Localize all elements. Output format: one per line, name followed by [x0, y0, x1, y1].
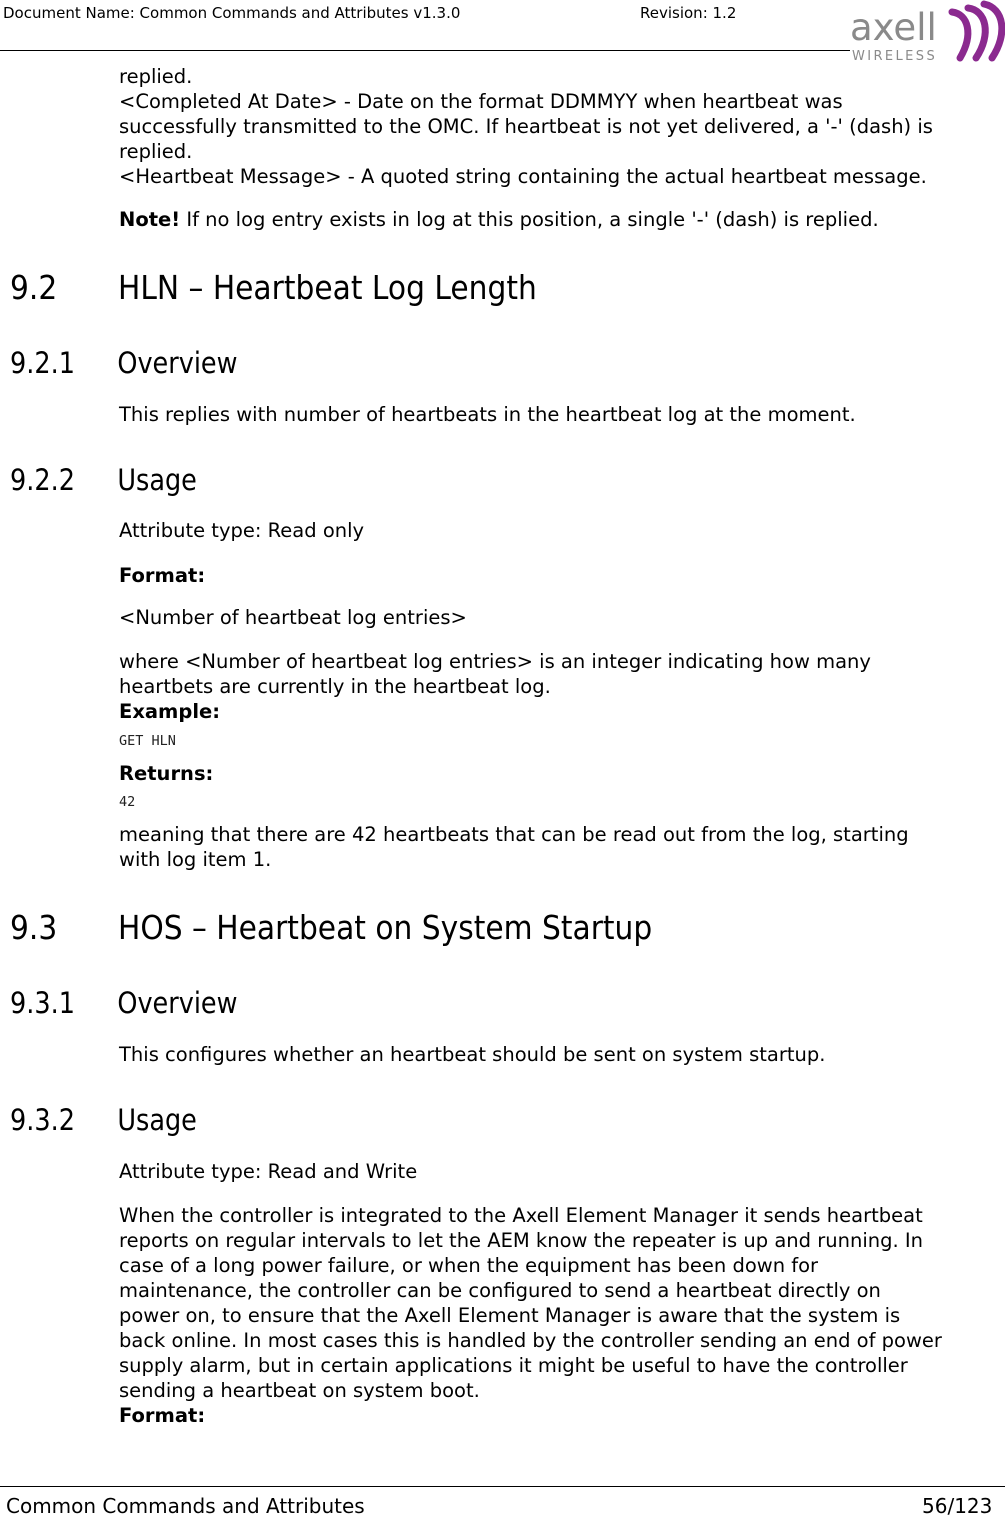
subsection-number: 9.3.2 — [10, 1103, 75, 1137]
note-text: If no log entry exists in log at this position, a single '-' (dash) is replied. — [180, 208, 879, 231]
revision: Revision: 1.2 — [640, 4, 737, 22]
attribute-type — [119, 518, 1003, 543]
where-text — [119, 649, 1003, 724]
subsection-number: 9.2.1 — [10, 346, 75, 380]
subsection-title: Usage — [117, 1103, 197, 1137]
intro-line: successfully transmitted to the OMC. If heartbeat is not yet delivered, a '-' (dash) is — [119, 115, 933, 138]
footer-title: Common Commands and Attributes — [6, 1494, 365, 1518]
paragraph: Attribute type: Read and Write — [119, 1160, 418, 1183]
subsection-number: 9.2.2 — [10, 463, 75, 497]
paragraph-line: supply alarm, but in certain applications it might be useful to have the controller — [119, 1354, 908, 1377]
note — [119, 207, 1003, 232]
intro-line: <Heartbeat Message> - A quoted string containing the actual heartbeat message. — [119, 165, 927, 188]
paragraph-line: maintenance, the controller can be configured to send a heartbeat directly on — [119, 1279, 881, 1302]
paragraph-line: where <Number of heartbeat log entries> is an integer indicating how many — [119, 650, 871, 673]
note-label: Note! — [119, 208, 181, 231]
returns-label — [119, 761, 1003, 786]
logo-wordmark: axell — [850, 6, 937, 49]
paragraph-line: power on, to ensure that the Axell Element Manager is aware that the system is — [119, 1304, 901, 1327]
example-label: Example: — [119, 700, 221, 723]
section-heading-9-3 — [10, 908, 652, 948]
section-title: HOS – Heartbeat on System Startup — [118, 908, 653, 947]
subsection-heading-9-2-2 — [10, 462, 197, 498]
section-number: 9.2 — [10, 268, 58, 307]
subsection-heading-9-3-2 — [10, 1102, 197, 1138]
footer-rule — [0, 1486, 1005, 1487]
format-value — [119, 605, 1003, 630]
paragraph-line: reports on regular intervals to let the AEM know the repeater is up and running. In — [119, 1229, 923, 1252]
paragraph-line: case of a long power failure, or when the equipment has been down for — [119, 1254, 819, 1277]
intro-line: replied. — [119, 65, 193, 88]
label: Format: — [119, 564, 206, 587]
returns-code — [119, 793, 1003, 811]
subsection-heading-9-3-1 — [10, 985, 238, 1021]
code: GET HLN — [119, 733, 176, 749]
paragraph-line: When the controller is integrated to the Axell Element Manager it sends heartbeat — [119, 1204, 923, 1227]
example-code — [119, 732, 1003, 750]
subsection-title: Overview — [117, 986, 238, 1020]
attribute-type — [119, 1159, 1003, 1184]
overview-text — [119, 1042, 1003, 1067]
paragraph-line: meaning that there are 42 heartbeats that can be read out from the log, starting — [119, 823, 909, 846]
subsection-title: Overview — [117, 346, 238, 380]
document-name: Document Name: Common Commands and Attributes v1.3.0 — [3, 4, 461, 22]
subsection-heading-9-2-1 — [10, 345, 238, 381]
format-label — [119, 563, 1003, 588]
paragraph: This configures whether an heartbeat should be sent on system startup. — [119, 1043, 826, 1066]
format-label: Format: — [119, 1404, 206, 1427]
label: Returns: — [119, 762, 214, 785]
code: 42 — [119, 794, 136, 810]
logo-subtext: WIRELESS — [852, 49, 938, 64]
intro-line: replied. — [119, 140, 193, 163]
subsection-title: Usage — [117, 463, 197, 497]
paragraph: This replies with number of heartbeats in the heartbeat log at the moment. — [119, 403, 856, 426]
description — [119, 1203, 1003, 1428]
paragraph: Attribute type: Read only — [119, 519, 365, 542]
overview-text — [119, 402, 1003, 427]
section-title: HLN – Heartbeat Log Length — [118, 268, 537, 307]
page-number: 56/123 — [922, 1494, 993, 1518]
paragraph-line: sending a heartbeat on system boot. — [119, 1379, 480, 1402]
paragraph-line: heartbets are currently in the heartbeat log. — [119, 675, 551, 698]
intro-line: <Completed At Date> - Date on the format DDMMYY when heartbeat was — [119, 90, 843, 113]
paragraph-line: with log item 1. — [119, 848, 272, 871]
section-number: 9.3 — [10, 908, 58, 947]
meaning-text — [119, 822, 1003, 872]
section-heading-9-2 — [10, 268, 537, 308]
intro-block — [119, 64, 1003, 189]
axell-wireless-logo — [848, 0, 1005, 66]
header-rule — [0, 50, 850, 51]
paragraph: <Number of heartbeat log entries> — [119, 606, 467, 629]
subsection-number: 9.3.1 — [10, 986, 75, 1020]
paragraph-line: back online. In most cases this is handled by the controller sending an end of power — [119, 1329, 942, 1352]
